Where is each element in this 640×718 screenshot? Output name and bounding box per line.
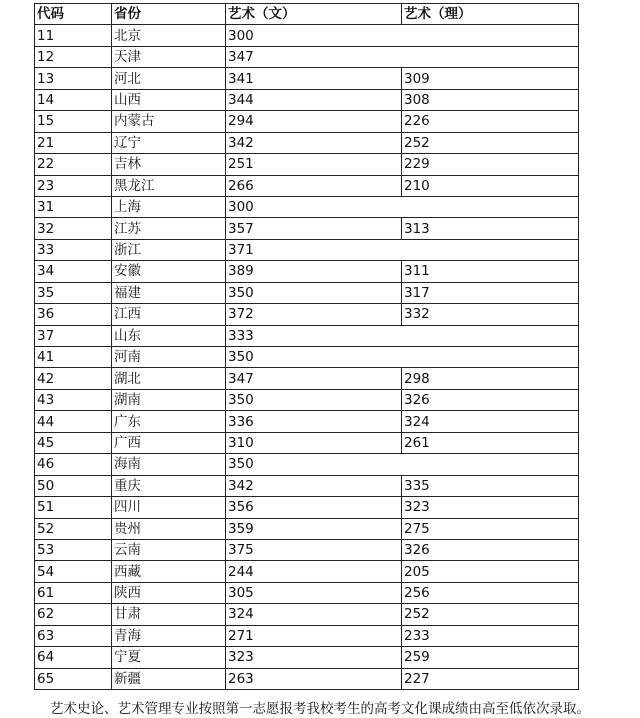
cell-code: 32 (35, 218, 112, 239)
cell-arts-liberal: 263 (226, 668, 402, 689)
cell-code: 33 (35, 239, 112, 260)
cell-arts-science: 227 (402, 668, 579, 689)
table-row (35, 625, 579, 646)
table-header-row (35, 4, 579, 25)
cell-province: 西藏 (112, 561, 226, 582)
cell-code: 63 (35, 625, 112, 646)
cell-code: 42 (35, 368, 112, 389)
table-row (35, 218, 579, 239)
cell-code: 45 (35, 432, 112, 453)
cell-arts-liberal: 356 (226, 497, 402, 518)
cell-arts-liberal: 389 (226, 261, 402, 282)
cell-province: 贵州 (112, 518, 226, 539)
cell-arts-science: 229 (402, 154, 579, 175)
table-row (35, 604, 579, 625)
cell-arts-science: 309 (402, 68, 579, 89)
table-row (35, 46, 579, 67)
table-row (35, 196, 579, 217)
cell-province: 吉林 (112, 154, 226, 175)
cell-province: 安徽 (112, 261, 226, 282)
cell-province: 天津 (112, 46, 226, 67)
cell-arts-science: 311 (402, 261, 579, 282)
cell-province: 辽宁 (112, 132, 226, 153)
cell-arts-science: 233 (402, 625, 579, 646)
cell-code: 34 (35, 261, 112, 282)
cell-arts-science: 261 (402, 432, 579, 453)
table-row (35, 475, 579, 496)
cell-arts-liberal: 350 (226, 282, 402, 303)
cell-code: 64 (35, 647, 112, 668)
cell-arts-science: 313 (402, 218, 579, 239)
table-row (35, 518, 579, 539)
cell-province: 北京 (112, 25, 226, 46)
table-row (35, 25, 579, 46)
cell-arts-science: 252 (402, 132, 579, 153)
cell-arts-liberal: 344 (226, 89, 402, 110)
header-arts-science: 艺术（理） (402, 4, 579, 25)
table-row (35, 539, 579, 560)
cell-province: 新疆 (112, 668, 226, 689)
cell-province: 广西 (112, 432, 226, 453)
cell-code: 22 (35, 154, 112, 175)
table-row (35, 389, 579, 410)
cell-arts-liberal: 336 (226, 411, 402, 432)
cell-arts-liberal: 341 (226, 68, 402, 89)
cell-arts-liberal: 350 (226, 347, 579, 368)
cell-code: 37 (35, 325, 112, 346)
table-row (35, 175, 579, 196)
cell-code: 36 (35, 304, 112, 325)
cell-arts-liberal: 357 (226, 218, 402, 239)
score-table (34, 3, 579, 690)
cell-code: 43 (35, 389, 112, 410)
cell-arts-science: 256 (402, 582, 579, 603)
cell-code: 54 (35, 561, 112, 582)
cell-province: 四川 (112, 497, 226, 518)
cell-arts-science: 308 (402, 89, 579, 110)
table-row (35, 261, 579, 282)
cell-province: 河南 (112, 347, 226, 368)
cell-arts-liberal: 333 (226, 325, 579, 346)
cell-arts-science: 317 (402, 282, 579, 303)
table-row (35, 368, 579, 389)
cell-arts-liberal: 347 (226, 368, 402, 389)
cell-code: 23 (35, 175, 112, 196)
cell-province: 海南 (112, 454, 226, 475)
cell-code: 52 (35, 518, 112, 539)
table-row (35, 282, 579, 303)
table-row (35, 411, 579, 432)
cell-province: 浙江 (112, 239, 226, 260)
cell-arts-liberal: 342 (226, 132, 402, 153)
cell-code: 62 (35, 604, 112, 625)
cell-arts-liberal: 347 (226, 46, 579, 67)
cell-province: 黑龙江 (112, 175, 226, 196)
cell-province: 河北 (112, 68, 226, 89)
cell-arts-liberal: 310 (226, 432, 402, 453)
cell-arts-science: 252 (402, 604, 579, 625)
cell-province: 湖南 (112, 389, 226, 410)
cell-province: 内蒙古 (112, 111, 226, 132)
cell-province: 上海 (112, 196, 226, 217)
table-row (35, 582, 579, 603)
cell-arts-liberal: 271 (226, 625, 402, 646)
cell-code: 15 (35, 111, 112, 132)
cell-code: 50 (35, 475, 112, 496)
cell-code: 61 (35, 582, 112, 603)
cell-province: 江苏 (112, 218, 226, 239)
header-code: 代码 (35, 4, 112, 25)
cell-arts-liberal: 372 (226, 304, 402, 325)
cell-arts-science: 210 (402, 175, 579, 196)
cell-province: 江西 (112, 304, 226, 325)
cell-province: 广东 (112, 411, 226, 432)
cell-code: 53 (35, 539, 112, 560)
cell-province: 甘肃 (112, 604, 226, 625)
cell-arts-science: 259 (402, 647, 579, 668)
table-row (35, 154, 579, 175)
cell-code: 41 (35, 347, 112, 368)
cell-code: 13 (35, 68, 112, 89)
cell-arts-science: 298 (402, 368, 579, 389)
cell-code: 65 (35, 668, 112, 689)
cell-arts-liberal: 350 (226, 389, 402, 410)
table-row (35, 325, 579, 346)
cell-code: 14 (35, 89, 112, 110)
cell-code: 44 (35, 411, 112, 432)
footer-note: 艺术史论、艺术管理专业按照第一志愿报考我校考生的高考文化课成绩由高至低依次录取。 (50, 701, 590, 717)
table-row (35, 111, 579, 132)
table-row (35, 239, 579, 260)
cell-arts-liberal: 371 (226, 239, 579, 260)
cell-arts-science: 205 (402, 561, 579, 582)
cell-province: 青海 (112, 625, 226, 646)
cell-arts-science: 226 (402, 111, 579, 132)
cell-arts-science: 275 (402, 518, 579, 539)
cell-arts-liberal: 375 (226, 539, 402, 560)
cell-code: 35 (35, 282, 112, 303)
cell-arts-liberal: 305 (226, 582, 402, 603)
cell-arts-science: 326 (402, 539, 579, 560)
cell-arts-science: 332 (402, 304, 579, 325)
cell-province: 宁夏 (112, 647, 226, 668)
table-row (35, 89, 579, 110)
cell-arts-science: 326 (402, 389, 579, 410)
table-row (35, 668, 579, 689)
cell-arts-liberal: 294 (226, 111, 402, 132)
table-row (35, 304, 579, 325)
cell-province: 云南 (112, 539, 226, 560)
cell-arts-liberal: 359 (226, 518, 402, 539)
cell-province: 湖北 (112, 368, 226, 389)
table-row (35, 497, 579, 518)
cell-code: 11 (35, 25, 112, 46)
cell-province: 重庆 (112, 475, 226, 496)
table-row (35, 647, 579, 668)
table-row (35, 132, 579, 153)
cell-province: 陕西 (112, 582, 226, 603)
cell-arts-science: 324 (402, 411, 579, 432)
cell-province: 山西 (112, 89, 226, 110)
header-province: 省份 (112, 4, 226, 25)
cell-code: 21 (35, 132, 112, 153)
table-row (35, 432, 579, 453)
cell-arts-liberal: 323 (226, 647, 402, 668)
cell-province: 山东 (112, 325, 226, 346)
cell-arts-liberal: 266 (226, 175, 402, 196)
table-row (35, 347, 579, 368)
cell-arts-liberal: 350 (226, 454, 579, 475)
cell-code: 12 (35, 46, 112, 67)
table-row (35, 68, 579, 89)
cell-province: 福建 (112, 282, 226, 303)
cell-code: 51 (35, 497, 112, 518)
table-body (35, 25, 579, 690)
cell-arts-science: 335 (402, 475, 579, 496)
cell-arts-science: 323 (402, 497, 579, 518)
cell-code: 31 (35, 196, 112, 217)
cell-arts-liberal: 251 (226, 154, 402, 175)
cell-arts-liberal: 300 (226, 25, 579, 46)
cell-arts-liberal: 324 (226, 604, 402, 625)
table-row (35, 561, 579, 582)
table-row (35, 454, 579, 475)
cell-arts-liberal: 300 (226, 196, 579, 217)
cell-arts-liberal: 244 (226, 561, 402, 582)
cell-code: 46 (35, 454, 112, 475)
cell-arts-liberal: 342 (226, 475, 402, 496)
header-arts-liberal: 艺术（文） (226, 4, 402, 25)
